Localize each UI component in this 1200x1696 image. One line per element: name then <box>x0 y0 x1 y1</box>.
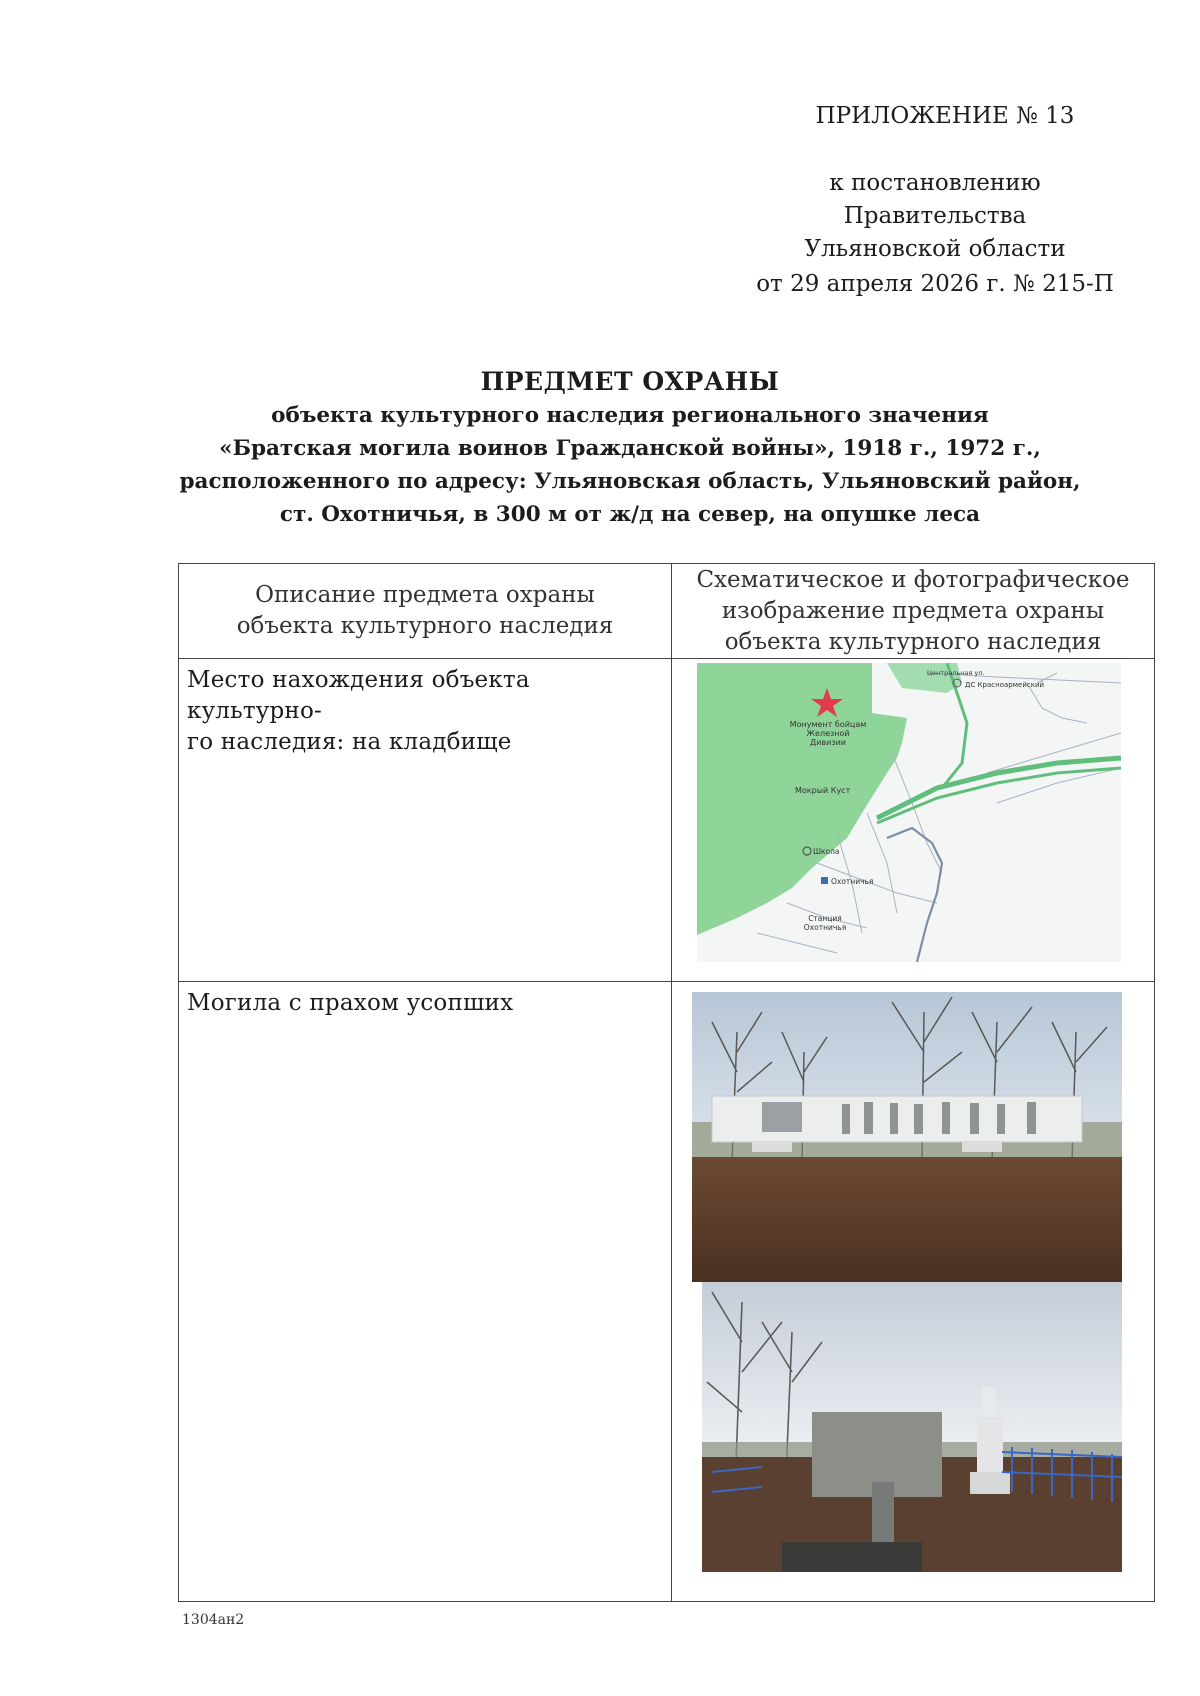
table-header-row <box>179 564 1155 659</box>
map-label-okhotnichya: Охотничья <box>831 877 874 886</box>
map-label-station-2: Охотничья <box>803 923 847 932</box>
memorial-plaque <box>762 1102 802 1132</box>
map-label-bus-stop: ДС Красноармейский <box>965 681 1045 689</box>
map-cell <box>672 659 1155 982</box>
appendix-number: ПРИЛОЖЕНИЕ № 13 <box>815 103 1075 129</box>
header-image-line-1: Схематическое и фотографическое <box>696 566 1130 593</box>
title-line-4: ст. Охотничья, в 300 м от ж/д на север, на опушке леса <box>279 502 981 527</box>
document-title <box>150 365 1110 531</box>
header-image-line-2: изображение предмета охраны <box>721 597 1105 624</box>
resolution-line-2: Ульяновской области <box>804 236 1066 262</box>
map-label-school: Школа <box>813 847 840 856</box>
map-label-monument-3: Дивизии <box>809 738 847 747</box>
station-icon <box>821 877 828 884</box>
header-image <box>672 564 1155 659</box>
title-main: ПРЕДМЕТ ОХРАНЫ <box>480 367 780 396</box>
memorial-photo <box>692 992 1122 1282</box>
resolution-date: от 29 апреля 2026 г. № 215-П <box>756 271 1114 297</box>
header-description-line-1: Описание предмета охраны <box>255 582 595 608</box>
map-label-station-1: Станция <box>808 914 842 923</box>
grave-marker <box>872 1482 894 1542</box>
location-description-line-2: го наследия: на кладбище <box>187 729 512 755</box>
soldier-statue <box>982 1387 996 1417</box>
resolution-line-1: к постановлению Правительства <box>829 170 1041 229</box>
photos-cell <box>672 982 1155 1602</box>
cemetery-photo <box>702 1282 1122 1572</box>
map-label-mokry-kust: Мокрый Куст <box>795 786 851 795</box>
title-line-2: «Братская могила воинов Гражданской войны», 1918 г., 1972 г., <box>219 436 1041 461</box>
map-label-central: Центральная ул. <box>927 669 985 677</box>
protection-table <box>178 563 1155 1602</box>
grave-description: Могила с прахом усопших <box>179 982 672 1602</box>
map-label-monument-1: Монумент бойцам <box>789 720 867 729</box>
table-row <box>179 982 1155 1602</box>
location-map <box>697 663 1121 962</box>
document-code: 1304ан2 <box>182 1612 245 1628</box>
location-description-line-1: Место нахождения объекта культурно- <box>187 667 530 724</box>
header-image-line-3: объекта культурного наследия <box>724 628 1102 655</box>
title-line-3: расположенного по адресу: Ульяновская область, Ульяновский район, <box>179 469 1081 494</box>
header-description <box>179 564 672 659</box>
title-line-1: объекта культурного наследия регионального значения <box>271 403 989 428</box>
location-description <box>179 659 672 982</box>
map-label-monument-2: Железной <box>806 729 850 738</box>
header-description-line-2: объекта культурного наследия <box>236 613 614 639</box>
resolution-reference <box>740 167 1130 266</box>
table-row <box>179 659 1155 982</box>
